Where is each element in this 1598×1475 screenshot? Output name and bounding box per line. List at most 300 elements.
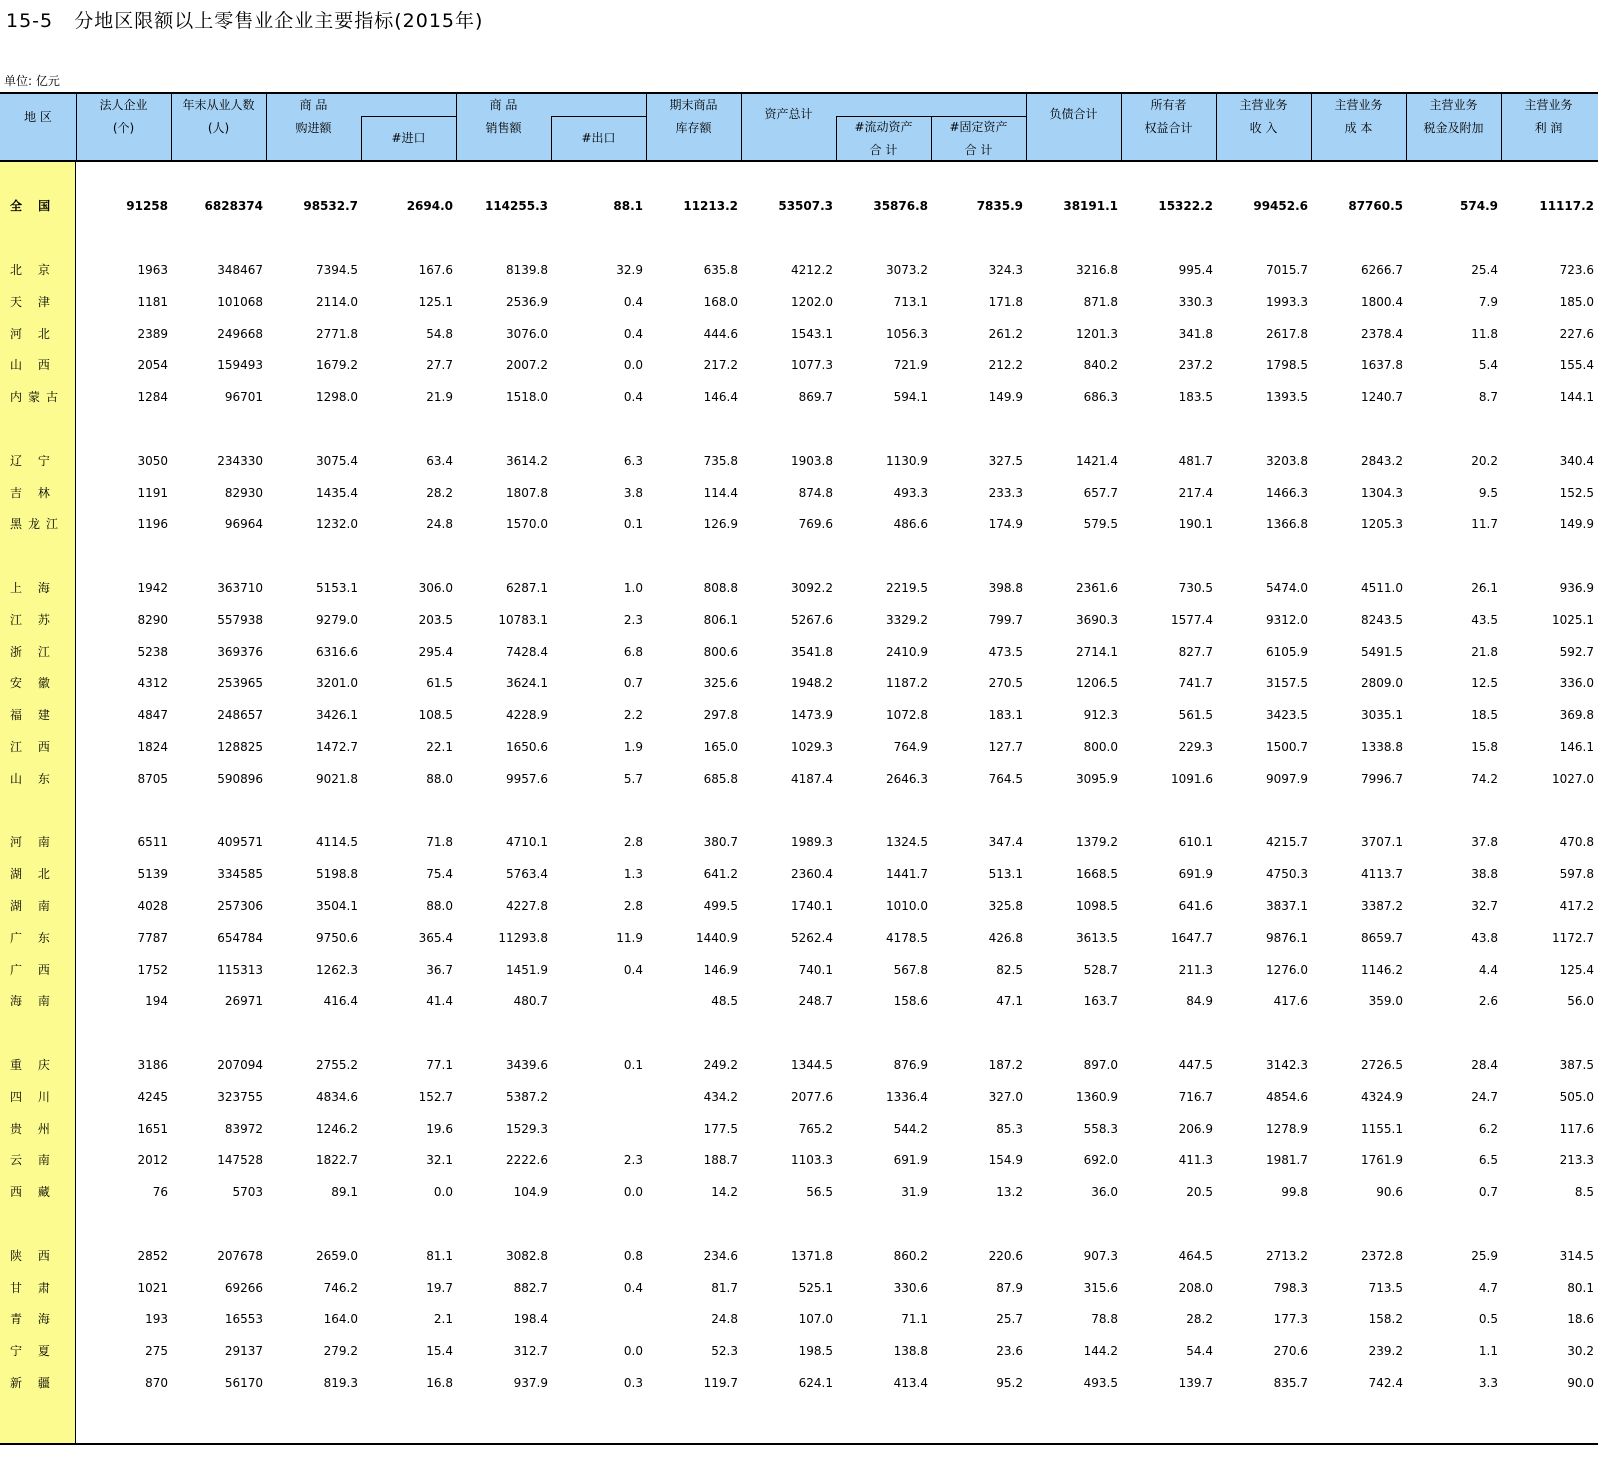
table-cell: 28.4 [1471,1058,1498,1072]
table-cell: 314.5 [1559,1249,1594,1263]
table-cell: 234.6 [703,1249,738,1263]
table-cell: 1.3 [623,867,643,881]
table-cell: 6.5 [1478,1153,1498,1167]
table-cell: 347.4 [988,835,1023,849]
table-cell: 1822.7 [316,1153,358,1167]
table-cell: 3035.1 [1361,708,1403,722]
table-cell: 369376 [217,645,263,659]
table-cell: 4710.1 [506,835,548,849]
table-cell: 7015.7 [1266,263,1308,277]
table-cell: 32.9 [616,263,643,277]
table-cell: 63.4 [426,454,453,468]
table-header [0,92,1598,162]
table-cell: 107.0 [798,1312,833,1326]
table-cell: 4834.6 [316,1090,358,1104]
table-cell: 769.6 [798,517,833,531]
table-cell: 363710 [217,581,263,595]
table-cell: 208.0 [1178,1281,1213,1295]
table-cell: 297.8 [703,708,738,722]
table-cell: 8.7 [1478,390,1498,404]
table-cell: 212.2 [988,358,1023,372]
table-cell: 19.7 [426,1281,453,1295]
table-cell: 190.1 [1178,517,1213,531]
table-cell: 882.7 [513,1281,548,1295]
table-cell: 505.0 [1559,1090,1594,1104]
table-cell: 0.4 [623,295,643,309]
header-taxes: 主营业务 税金及附加 [1423,98,1484,135]
table-cell: 1473.9 [791,708,833,722]
header-column-rule [1216,94,1217,160]
table-cell: 2007.2 [506,358,548,372]
table-cell: 1441.7 [886,867,928,881]
table-cell: 567.8 [893,963,928,977]
header-exports: #出口 [581,131,616,145]
table-cell: 234330 [217,454,263,468]
region-name: 广 东 [10,931,56,945]
table-cell: 765.2 [798,1122,833,1136]
table-cell: 3216.8 [1076,263,1118,277]
region-name: 重 庆 [10,1058,56,1072]
region-name: 辽 宁 [10,454,56,468]
table-cell: 5763.4 [506,867,548,881]
table-cell: 1637.8 [1361,358,1403,372]
table-cell: 6.2 [1478,1122,1498,1136]
table-cell: 1029.3 [791,740,833,754]
table-cell: 81.7 [711,1281,738,1295]
table-cell: 125.1 [418,295,453,309]
table-cell: 13.2 [996,1185,1023,1199]
table-cell: 279.2 [323,1344,358,1358]
header-column-rule [836,116,837,160]
table-row [0,610,1598,630]
table-cell: 3837.1 [1266,899,1308,913]
table-cell: 22.1 [426,740,453,754]
table-cell: 3504.1 [316,899,358,913]
table-cell: 165.0 [703,740,738,754]
table-cell: 0.5 [1478,1312,1498,1326]
table-cell: 1072.8 [886,708,928,722]
table-row [0,832,1598,852]
table-cell: 1025.1 [1552,613,1594,627]
table-cell: 5267.6 [791,613,833,627]
table-cell: 146.4 [703,390,738,404]
table-row [0,673,1598,693]
table-row [0,1087,1598,1107]
region-name: 山 东 [10,772,56,786]
national-total-row [0,196,1598,216]
table-cell: 27.7 [426,358,453,372]
region-name: 青 海 [10,1312,56,1326]
table-cell: 4212.2 [791,263,833,277]
region-name: 江 苏 [10,613,56,627]
table-cell: 1981.7 [1266,1153,1308,1167]
table-cell: 10783.1 [498,613,548,627]
table-cell: 9021.8 [316,772,358,786]
table-cell: 82930 [224,486,263,500]
table-cell: 2617.8 [1266,327,1308,341]
table-cell: 1027.0 [1552,772,1594,786]
table-cell: 158.2 [1368,1312,1403,1326]
table-cell: 295.4 [418,645,453,659]
table-row [0,864,1598,884]
table-cell: 1529.3 [506,1122,548,1136]
table-cell: 31.9 [901,1185,928,1199]
table-cell: 1196 [137,517,168,531]
table-cell: 434.2 [703,1090,738,1104]
table-cell: 108.5 [418,708,453,722]
table-cell: 1472.7 [316,740,358,754]
table-cell: 15322.2 [1158,199,1213,213]
table-cell: 897.0 [1083,1058,1118,1072]
table-cell: 88.1 [613,199,643,213]
table-cell: 937.9 [513,1376,548,1390]
table-cell: 8139.8 [506,263,548,277]
table-cell: 270.5 [988,676,1023,690]
table-cell: 413.4 [893,1376,928,1390]
table-cell: 327.5 [988,454,1023,468]
table-cell: 128825 [217,740,263,754]
table-row [0,1055,1598,1075]
table-cell: 177.5 [703,1122,738,1136]
region-name: 广 西 [10,963,56,977]
header-sales: 商 品 销售额 [485,98,522,135]
region-name: 贵 州 [10,1122,56,1136]
table-cell: 239.2 [1368,1344,1403,1358]
table-cell: 183.5 [1178,390,1213,404]
table-cell: 99452.6 [1253,199,1308,213]
table-cell: 686.3 [1083,390,1118,404]
table-cell: 28.2 [1186,1312,1213,1326]
table-cell: 635.8 [703,263,738,277]
table-cell: 2713.2 [1266,1249,1308,1263]
region-name: 湖 北 [10,867,56,881]
table-cell: 1021 [137,1281,168,1295]
table-cell: 4312 [137,676,168,690]
table-cell: 1651 [137,1122,168,1136]
table-cell: 4227.8 [506,899,548,913]
table-cell: 544.2 [893,1122,928,1136]
table-cell: 1.1 [1478,1344,1498,1358]
table-cell: 144.1 [1559,390,1594,404]
table-cell: 334585 [217,867,263,881]
table-cell: 217.2 [703,358,738,372]
table-cell: 248657 [217,708,263,722]
table-cell: 1668.5 [1076,867,1118,881]
table-cell: 24.8 [711,1312,738,1326]
table-cell: 5491.5 [1361,645,1403,659]
table-cell: 1232.0 [316,517,358,531]
table-row [0,1246,1598,1266]
table-cell: 3707.1 [1361,835,1403,849]
table-cell: 270.6 [1273,1344,1308,1358]
table-cell: 3541.8 [791,645,833,659]
table-cell: 3613.5 [1076,931,1118,945]
table-cell: 800.0 [1083,740,1118,754]
table-cell: 1155.1 [1361,1122,1403,1136]
table-cell: 1366.8 [1266,517,1308,531]
table-cell: 38.8 [1471,867,1498,881]
table-row [0,1341,1598,1361]
table-cell: 0.4 [623,390,643,404]
table-cell: 1344.5 [791,1058,833,1072]
table-cell: 3076.0 [506,327,548,341]
header-column-rule [646,94,647,160]
table-cell: 574.9 [1460,199,1498,213]
table-cell: 657.7 [1083,486,1118,500]
table-cell: 3624.1 [506,676,548,690]
table-cell: 1246.2 [316,1122,358,1136]
table-cell: 411.3 [1178,1153,1213,1167]
table-cell: 43.8 [1471,931,1498,945]
table-cell: 171.8 [988,295,1023,309]
table-cell: 1056.3 [886,327,928,341]
table-cell: 340.4 [1559,454,1594,468]
table-cell: 1752 [137,963,168,977]
table-cell: 1336.4 [886,1090,928,1104]
table-row [0,324,1598,344]
table-cell: 87.9 [996,1281,1023,1295]
table-cell: 4028 [137,899,168,913]
header-column-rule [361,116,362,160]
table-cell: 1942 [137,581,168,595]
region-name: 四 川 [10,1090,56,1104]
table-cell: 7428.4 [506,645,548,659]
header-imports: #进口 [391,131,426,145]
table-cell: 426.8 [988,931,1023,945]
table-cell: 3092.2 [791,581,833,595]
table-cell: 26971 [224,994,263,1008]
table-cell: 9312.0 [1266,613,1308,627]
table-cell: 1338.8 [1361,740,1403,754]
table-cell: 324.3 [988,263,1023,277]
region-name: 内蒙古 [10,390,65,404]
table-cell: 213.3 [1559,1153,1594,1167]
table-cell: 159493 [217,358,263,372]
table-cell: 1518.0 [506,390,548,404]
table-cell: 2372.8 [1361,1249,1403,1263]
table-cell: 325.8 [988,899,1023,913]
table-cell: 840.2 [1083,358,1118,372]
table-cell: 0.0 [433,1185,453,1199]
header-revenue: 主营业务 收 入 [1239,98,1288,135]
table-cell: 624.1 [798,1376,833,1390]
header-region: 地 区 [24,110,52,124]
table-row [0,1309,1598,1329]
region-name: 山 西 [10,358,56,372]
table-row [0,960,1598,980]
table-cell: 1091.6 [1171,772,1213,786]
table-cell: 1440.9 [696,931,738,945]
table-cell: 590896 [217,772,263,786]
table-cell: 2.8 [623,899,643,913]
region-name: 河 北 [10,327,56,341]
table-cell: 306.0 [418,581,453,595]
table-cell: 14.2 [711,1185,738,1199]
table-cell: 323755 [217,1090,263,1104]
table-cell: 233.3 [988,486,1023,500]
table-cell: 7.9 [1478,295,1498,309]
table-cell: 5153.1 [316,581,358,595]
table-cell: 741.7 [1178,676,1213,690]
table-cell: 713.5 [1368,1281,1403,1295]
table-cell: 808.8 [703,581,738,595]
table-cell: 36.7 [426,963,453,977]
table-cell: 3095.9 [1076,772,1118,786]
table-cell: 8243.5 [1361,613,1403,627]
table-cell: 409571 [217,835,263,849]
table-cell: 11293.8 [498,931,548,945]
table-cell: 9097.9 [1266,772,1308,786]
table-cell: 1278.9 [1266,1122,1308,1136]
region-name: 甘 肃 [10,1281,56,1295]
table-cell: 1761.9 [1361,1153,1403,1167]
table-cell: 486.6 [893,517,928,531]
table-cell: 11.8 [1471,327,1498,341]
region-name: 河 南 [10,835,56,849]
table-cell: 869.7 [798,390,833,404]
table-cell: 95.2 [996,1376,1023,1390]
table-cell: 9876.1 [1266,931,1308,945]
header-column-rule [171,94,172,160]
table-cell: 493.5 [1083,1376,1118,1390]
table-cell: 117.6 [1559,1122,1594,1136]
table-cell: 8659.7 [1361,931,1403,945]
table-cell: 5.7 [623,772,643,786]
table-cell: 912.3 [1083,708,1118,722]
table-cell: 20.2 [1471,454,1498,468]
table-cell: 336.0 [1559,676,1594,690]
table-cell: 0.3 [623,1376,643,1390]
table-cell: 144.2 [1083,1344,1118,1358]
table-cell: 28.2 [426,486,453,500]
table-cell: 835.7 [1273,1376,1308,1390]
table-cell: 8.5 [1574,1185,1594,1199]
table-row [0,514,1598,534]
table-cell: 2360.4 [791,867,833,881]
table-cell: 9750.6 [316,931,358,945]
table-cell: 2077.6 [791,1090,833,1104]
table-cell: 1010.0 [886,899,928,913]
table-cell: 104.9 [513,1185,548,1199]
table-cell: 11213.2 [683,199,738,213]
table-cell: 692.0 [1083,1153,1118,1167]
table-cell: 90.0 [1567,1376,1594,1390]
table-cell: 41.4 [426,994,453,1008]
table-cell: 1807.8 [506,486,548,500]
table-cell: 7996.7 [1361,772,1403,786]
table-cell: 746.2 [323,1281,358,1295]
table-cell: 15.4 [426,1344,453,1358]
table-cell: 5139 [137,867,168,881]
table-cell: 1130.9 [886,454,928,468]
table-cell: 237.2 [1178,358,1213,372]
table-cell: 936.9 [1559,581,1594,595]
table-cell: 54.4 [1186,1344,1213,1358]
table-cell: 1800.4 [1361,295,1403,309]
table-cell: 481.7 [1178,454,1213,468]
table-cell: 742.4 [1368,1376,1403,1390]
table-cell: 860.2 [893,1249,928,1263]
table-cell: 5703 [232,1185,263,1199]
table-cell: 0.4 [623,963,643,977]
header-current-assets: #流动资产 合 计 [854,120,913,157]
header-subrule [551,116,646,117]
table-cell: 528.7 [1083,963,1118,977]
table-cell: 211.3 [1178,963,1213,977]
header-column-rule [76,94,77,160]
table-cell: 16.8 [426,1376,453,1390]
table-cell: 114.4 [703,486,738,500]
table-cell: 90.6 [1376,1185,1403,1199]
table-cell: 2219.5 [886,581,928,595]
table-cell: 75.4 [426,867,453,881]
table-row [0,387,1598,407]
table-cell: 0.7 [623,676,643,690]
table-cell: 1304.3 [1361,486,1403,500]
table-cell: 43.5 [1471,613,1498,627]
table-cell: 2659.0 [316,1249,358,1263]
table-cell: 11.7 [1471,517,1498,531]
region-name: 上 海 [10,581,56,595]
table-cell: 207094 [217,1058,263,1072]
table-cell: 369.8 [1559,708,1594,722]
table-cell: 4511.0 [1361,581,1403,595]
table-cell: 158.6 [893,994,928,1008]
table-cell: 1824 [137,740,168,754]
table-cell: 217.4 [1178,486,1213,500]
table-cell: 1435.4 [316,486,358,500]
region-name: 海 南 [10,994,56,1008]
table-cell: 53507.3 [778,199,833,213]
table-cell: 69266 [224,1281,263,1295]
table-cell: 3075.4 [316,454,358,468]
table-cell: 261.2 [988,327,1023,341]
table-cell: 47.1 [996,994,1023,1008]
table-cell: 9957.6 [506,772,548,786]
table-cell: 4114.5 [316,835,358,849]
table-cell: 1948.2 [791,676,833,690]
table-cell: 48.5 [711,994,738,1008]
table-cell: 3186 [137,1058,168,1072]
table-row [0,642,1598,662]
region-name: 湖 南 [10,899,56,913]
table-cell: 525.1 [798,1281,833,1295]
table-cell: 125.4 [1559,963,1594,977]
table-cell: 654784 [217,931,263,945]
table-cell: 1903.8 [791,454,833,468]
table-cell: 3.3 [1478,1376,1498,1390]
table-cell: 2852 [137,1249,168,1263]
table-cell: 594.1 [893,390,928,404]
table-cell: 0.1 [623,517,643,531]
table-cell: 597.8 [1559,867,1594,881]
table-cell: 114255.3 [484,199,548,213]
table-cell: 1187.2 [886,676,928,690]
table-cell: 76 [152,1185,168,1199]
table-cell: 1963 [137,263,168,277]
table-cell: 1647.7 [1171,931,1213,945]
table-row [0,292,1598,312]
table-cell: 177.3 [1273,1312,1308,1326]
table-cell: 3142.3 [1266,1058,1308,1072]
header-subrule [361,116,456,117]
bottom-rule [0,1443,1598,1445]
table-cell: 6.8 [623,645,643,659]
table-cell: 188.7 [703,1153,738,1167]
table-cell: 6511 [137,835,168,849]
table-cell: 99.8 [1281,1185,1308,1199]
header-column-rule [1311,94,1312,160]
